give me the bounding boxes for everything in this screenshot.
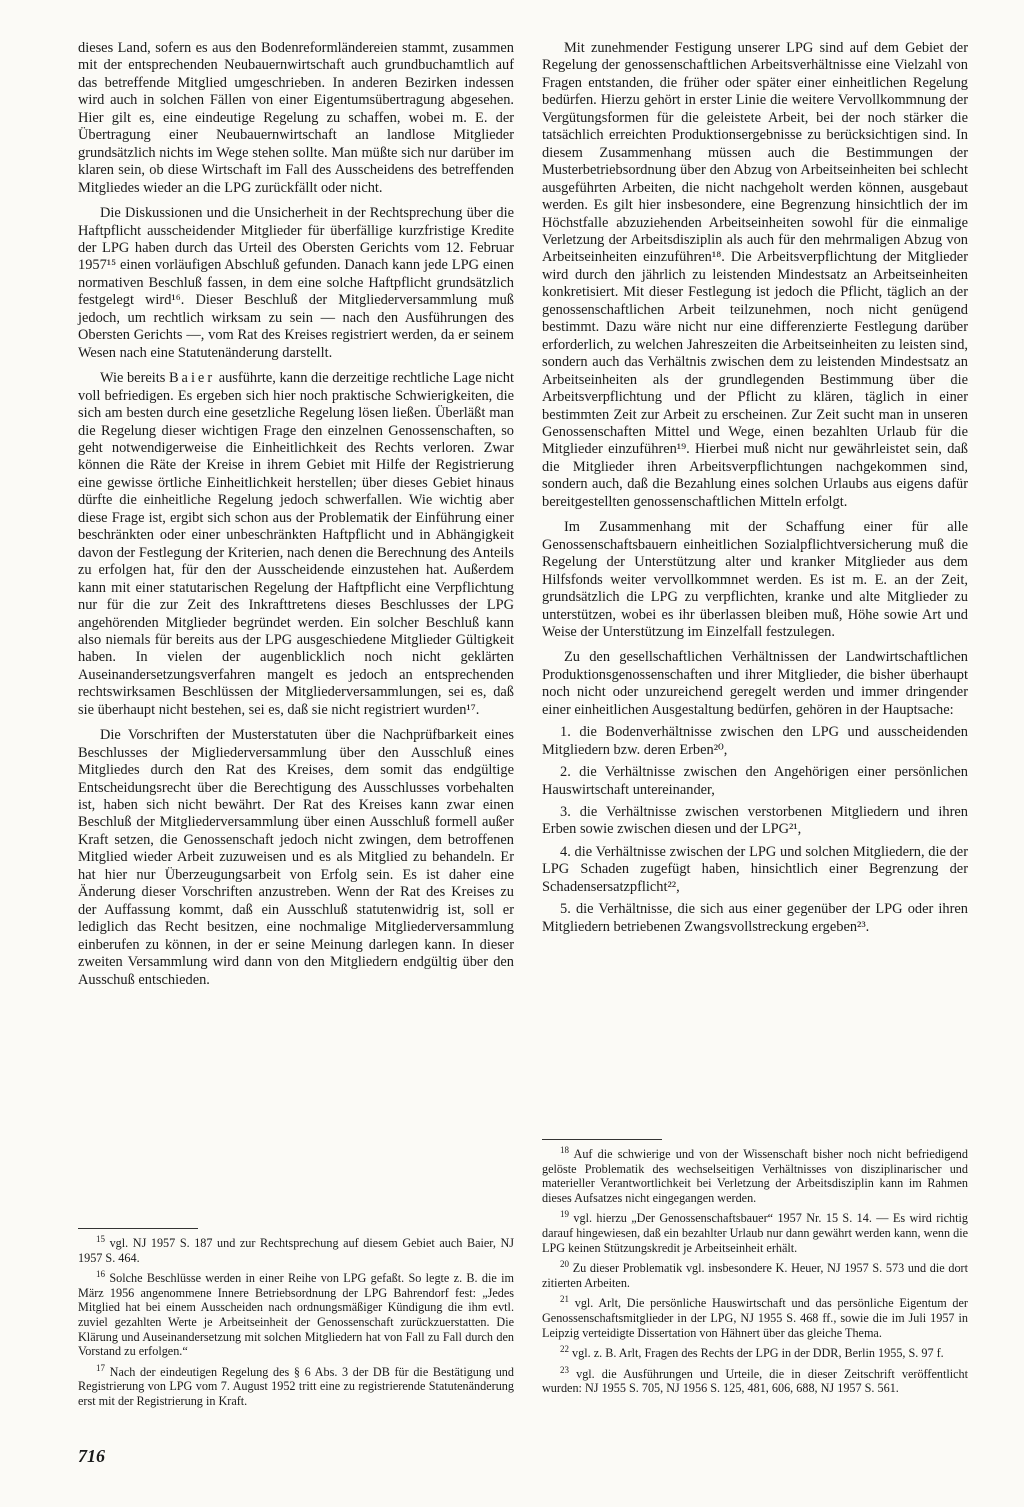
footnotes-right bbox=[542, 1144, 969, 1402]
footnote bbox=[542, 1364, 968, 1396]
footnote bbox=[542, 1144, 968, 1205]
footnote-number: 19 bbox=[560, 1209, 569, 1220]
text-run: Überläßt man die Regelung dieser wichtigen Frage den einzelnen Genossenschaften, so geht notwendigerweise die Einheitlichkeit des Rechts verloren. Zwar können die Räte der Kreise in ihrem Gebiet mit Hilfe der Registrierung eine gewisse örtliche Einheitlichkeit herstellen; über dieses Gebiet hinaus dürfte die einheitliche Regelung jedoch schwerfallen. Wie wichtig aber diese Frage ist, ergibt sich schon aus der Problematik der Einführung einer beschränkten oder einer unbeschränkten Haftpflicht und in Abhängigkeit davon der Festlegung der Kriterien, nach denen die Berechnung des Anteils zu erfolgen hat, für den der Ausscheidende einzustehen hat. Außerdem kann mit einer statutarischen Regelung der Haftpflicht eine Verpflichtung nur für die zur Zeit des Inkrafttretens dieses Beschlusses der LPG angehörenden Mitglieder begründet werden. Ein solcher Beschluß kann also niemals für bereits aus der LPG ausgeschiedene Mitglieder Gültigkeit haben. In vielen der augenblicklich noch nicht geklärten Auseinandersetzungsverfahren mangelt es jedoch an entsprechenden rechtswirksamen Beschlüssen der Mitgliederversammlungen, sei es, daß sie überhaupt nicht bestehen, sei es, daß sie nicht registriert wurden¹⁷. bbox=[78, 405, 514, 718]
footnote-text: Zu dieser Problematik vgl. insbesondere K. Heuer, NJ 1957 S. 573 und die dort zitierten Arbeiten. bbox=[542, 1261, 969, 1290]
footnote-number: 15 bbox=[96, 1233, 105, 1244]
footnote-divider bbox=[542, 1139, 662, 1140]
page-number: 716 bbox=[78, 1446, 105, 1466]
footnote-text: vgl. Arlt, Die persönliche Hauswirtschaft und das persönliche Eigentum der Genossenschaftsmitglieder in der LPG, NJ 1955 S. 468 ff., sowie die im Juli 1957 in Leipzig verteidigte Dissertation von Hähnert über das gleiche Thema. bbox=[542, 1296, 968, 1340]
list-item: 3. die Verhältnisse zwischen verstorbenen Mitgliedern und ihren Erben sowie zwischen diesen und der LPG²¹, bbox=[542, 804, 968, 838]
footnotes-left bbox=[78, 1233, 515, 1415]
text-run: ausführte, kann die derzeitige rechtliche Lage nicht voll befriedigen. Es ergeben sich hier noch praktische Schwierigkeiten, die sich am besten durch eine gesetzliche Regelung lösen ließen. bbox=[78, 370, 514, 422]
footnote bbox=[78, 1233, 515, 1265]
footnote-number: 20 bbox=[560, 1259, 569, 1270]
footnote-text: Nach der eindeutigen Regelung des § 6 Abs. 3 der DB für die Bestätigung und Registrierung von LPG vom 7. August 1952 tritt eine zu registrierende Statutenänderung erst mit der Registrierung in Kraft. bbox=[78, 1364, 514, 1408]
footnote-number: 18 bbox=[560, 1144, 569, 1155]
paragraph: Die Vorschriften der Musterstatuten über die Nachprüfbarkeit eines Beschlusses der Migliederversammlung über den Ausschluß eines Mitgliedes durch den Rat des Kreises, dem somit das endgültige Entscheidungsrecht über die Berechtigung des Ausschlusses vorbehalten ist, haben sich nicht bewährt. Der Rat des Kreises kann zwar einen Beschluß der Mitgliederversammlung über einen Ausschluß formell außer Kraft setzen, die Genossenschaft jedoch nicht zwingen, dem betroffenen Mitglied wieder Arbeit zuzuweisen und es als Mitglied zu behandeln. Er hat hier nur Überzeugungsarbeit von Erfolg sein. Es ist daher eine Änderung dieser Vorschriften anzustreben. Wenn der Rat des Kreises zu der Auffassung kommt, daß ein Ausschluß statutenwidrig ist, soll er lediglich das Recht besitzen, eine nochmalige Mitgliederversammlung einberufen zu können, in der er seine Meinung darlegen kann. In dieser zweiten Versammlung wird dann von den Mitgliedern endgültig über den Ausschuß entschieden. bbox=[78, 727, 514, 988]
footnote bbox=[542, 1296, 968, 1340]
right-column bbox=[542, 40, 968, 941]
footnote-number: 22 bbox=[560, 1344, 569, 1355]
footnote-text: vgl. NJ 1957 S. 187 und zur Rechtsprechung auf diesem Gebiet auch Baier, NJ 1957 S. 464. bbox=[78, 1236, 515, 1265]
list-item: 4. die Verhältnisse zwischen der LPG und solchen Mitgliedern, die der LPG Schaden zugefügt haben, hinsichtlich einer Begrenzung der Schadensersatzpflicht²², bbox=[542, 843, 968, 895]
list-item: 2. die Verhältnisse zwischen den Angehörigen einer persönlichen Hauswirtschaft untereinander, bbox=[542, 764, 968, 798]
paragraph: dieses Land, sofern es aus den Bodenreformländereien stammt, zusammen mit der entsprechenden Neubauernwirtschaft auch grundbuchamtlich auf das betreffende Mitglied umgeschrieben. In anderen Bezirken indessen wird auch in solchen Fällen von einer Eigentumsübertragung abgesehen. Hier gilt es, eine eindeutige Regelung zu schaffen, wobei m. E. der Übertragung einer Neubauernwirtschaft an landlose Mitglieder grundsätzlich nichts im Wege stehen sollte. Man müßte sich nur darüber im klaren sein, ob diese Wirtschaft im Fall des Ausscheidens des betreffenden Mitgliedes wieder an die LPG zurückfällt oder nicht. bbox=[78, 40, 514, 196]
footnote bbox=[78, 1271, 514, 1359]
footnote-text: Solche Beschlüsse werden in einer Reihe von LPG gefaßt. So legte z. B. die im März 1956 angenommene Innere Betriebsordnung der LPG Bahrendorf fest: „Jedes Mitglied hat bei einem Ausscheiden nach ordnungsmäßiger Kündigung die ihm evtl. zuviel gezahlten Werte je Arbeitseinheit der Genossenschaft zurückzuerstatten. Die Klärung und Auseinandersetzung mit solchen Mitgliedern hat von Fall zu Fall durch den Vorstand zu erfolgen.“ bbox=[78, 1271, 514, 1359]
footnote bbox=[542, 1346, 968, 1361]
author-name: Baier bbox=[168, 370, 216, 387]
footnote-divider bbox=[78, 1228, 198, 1229]
left-column bbox=[78, 40, 514, 997]
footnote-text: vgl. die Ausführungen und Urteile, die in dieser Zeitschrift veröffentlicht wurden: NJ 1955 S. 705, NJ 1956 S. 125, 481, 606, 688, NJ 1957 S. 561. bbox=[542, 1366, 968, 1396]
text-run: Wie bereits bbox=[100, 370, 169, 387]
footnote bbox=[542, 1261, 968, 1290]
paragraph: Die Diskussionen und die Unsicherheit in der Rechtsprechung über die Haftpflicht ausscheidender Mitglieder für überfällige kurzfristige Kredite der LPG haben durch das Urteil des Obersten Gerichts vom 12. Februar 1957¹⁵ einen vorläufigen Abschluß gefunden. Danach kann jede LPG einen normativen Beschluß fassen, in dem eine solche Haftpflicht grundsätzlich festgelegt wird¹⁶. Dieser Beschluß der Mitgliederversammlung muß jedoch, um rechtlich wirksam zu sein — nach den Ausführungen des Obersten Gerichts —, vom Rat des Kreises registriert werden, da er seinem Wesen nach eine Statutenänderung darstellt. bbox=[78, 205, 514, 361]
paragraph: Im Zusammenhang mit der Schaffung einer für alle Genossenschaftsbauern einheitlichen Sozialpflichtversicherung muß die Regelung der Unterstützung alter und kranker Mitglieder aus dem Hilfsfonds weiter vervollkommnet werden. Es ist m. E. an der Zeit, grundsätzlich die LPG zu verpflichten, kranke und alte Mitglieder zu unterstützen, wobei es ihr überlassen bleiben muß, Höhe sowie Art und Weise der Unterstützung im Einzelfall festzulegen. bbox=[542, 519, 968, 640]
footnote-number: 16 bbox=[96, 1269, 105, 1280]
footnote-number: 21 bbox=[560, 1294, 569, 1305]
footnote bbox=[78, 1362, 514, 1409]
footnote-number: 23 bbox=[560, 1364, 569, 1375]
paragraph: Zu den gesellschaftlichen Verhältnissen der Landwirtschaftlichen Produktionsgenossenschaften und ihrer Mitglieder, die bisher überhaupt noch nicht oder unzureichend geregelt werden und immer dringender einer einheitlichen Ausgestaltung bedürfen, gehören in der Hauptsache: bbox=[542, 649, 968, 718]
footnote bbox=[542, 1211, 968, 1255]
paragraph: Mit zunehmender Festigung unserer LPG sind auf dem Gebiet der Regelung der genossenschaftlichen Arbeitsverhältnisse eine Vielzahl von Fragen entstanden, die früher oder später einer einheitlichen Regelung bedürfen. Hierzu gehört in erster Linie die weitere Vervollkommnung der Vergütungsformen für die geleistete Arbeit, bei der noch stärker die tatsächlich erreichten Produktionsergebnisse zu berücksichtigen sind. In diesem Zusammenhang müssen auch die Bestimmungen der Musterbetriebsordnung über den Abzug von Arbeitseinheiten bei schlecht ausgeführten Arbeiten, die nicht nachgeholt werden können, ausgebaut werden. Es gilt hier insbesondere, eine Begrenzung hinsichtlich der im Höchstfalle abzuziehenden Arbeitseinheiten sowohl für die einmalige Verletzung der Arbeitsdisziplin als auch für den mehrmaligen Abzug von Arbeitseinheiten einzuführen¹⁸. Die Arbeitsverpflichtung der Mitglieder wird durch den jährlich zu leistenden Mindestsatz an Arbeitseinheiten konkretisiert. Mit dieser Festlegung ist jedoch die Pflicht, täglich an der genossenschaftlichen Arbeit teilzunehmen, noch nicht genügend bestimmt. Dazu wäre nicht nur eine differenzierte Festlegung darüber erforderlich, zu welchen Jahreszeiten die Arbeitseinheiten zu leisten sind, sondern auch das Verhältnis zwischen dem zu leistenden Mindestsatz an Arbeitseinheiten als der grundlegenden Bestimmung über die Arbeitsverpflichtung und der Pflicht zu klären, täglich in einer bestimmten Zeit zur Arbeit zu erscheinen. Zur Zeit sucht man in unseren Genossenschaften Mittel und Wege, einen bezahlten Urlaub für die Mitglieder einzuführen¹⁹. Hierbei muß nicht nur gewährleistet sein, daß die Mitglieder ihren Arbeitsverpflichtungen nachgekommen sind, sondern auch, daß die Bezahlung eines solchen Urlaubs aus eigens dafür bereitgestellten genossenschaftlichen Mitteln erfolgt. bbox=[542, 40, 968, 510]
paragraph bbox=[78, 370, 514, 719]
footnote-text: vgl. hierzu „Der Genossenschaftsbauer“ 1957 Nr. 15 S. 14. — Es wird richtig darauf hingewiesen, daß ein bezahlter Urlaub nur dann gewährt werden kann, wenn die LPG keinen Stützungskredit je Arbeitseinheit erhält. bbox=[542, 1211, 969, 1255]
footnote-number: 17 bbox=[96, 1362, 105, 1373]
list-item: 5. die Verhältnisse, die sich aus einer gegenüber der LPG oder ihren Mitgliedern betriebenen Zwangsvollstreckung ergeben²³. bbox=[542, 901, 968, 935]
footnote-text: Auf die schwierige und von der Wissenschaft bisher noch nicht befriedigend gelöste Problematik des wechselseitigen Verhältnisses von disziplinarischer und materieller Verantwortlichkeit bei Verletzung der Arbeitsdisziplin kann im Rahmen dieses Aufsatzes nicht eingegangen werden. bbox=[542, 1147, 968, 1205]
list-item: 1. die Bodenverhältnisse zwischen den LPG und ausscheidenden Mitgliedern bzw. deren Erben²⁰, bbox=[542, 724, 968, 758]
footnote-text: vgl. z. B. Arlt, Fragen des Rechts der LPG in der DDR, Berlin 1955, S. 97 f. bbox=[572, 1346, 944, 1361]
